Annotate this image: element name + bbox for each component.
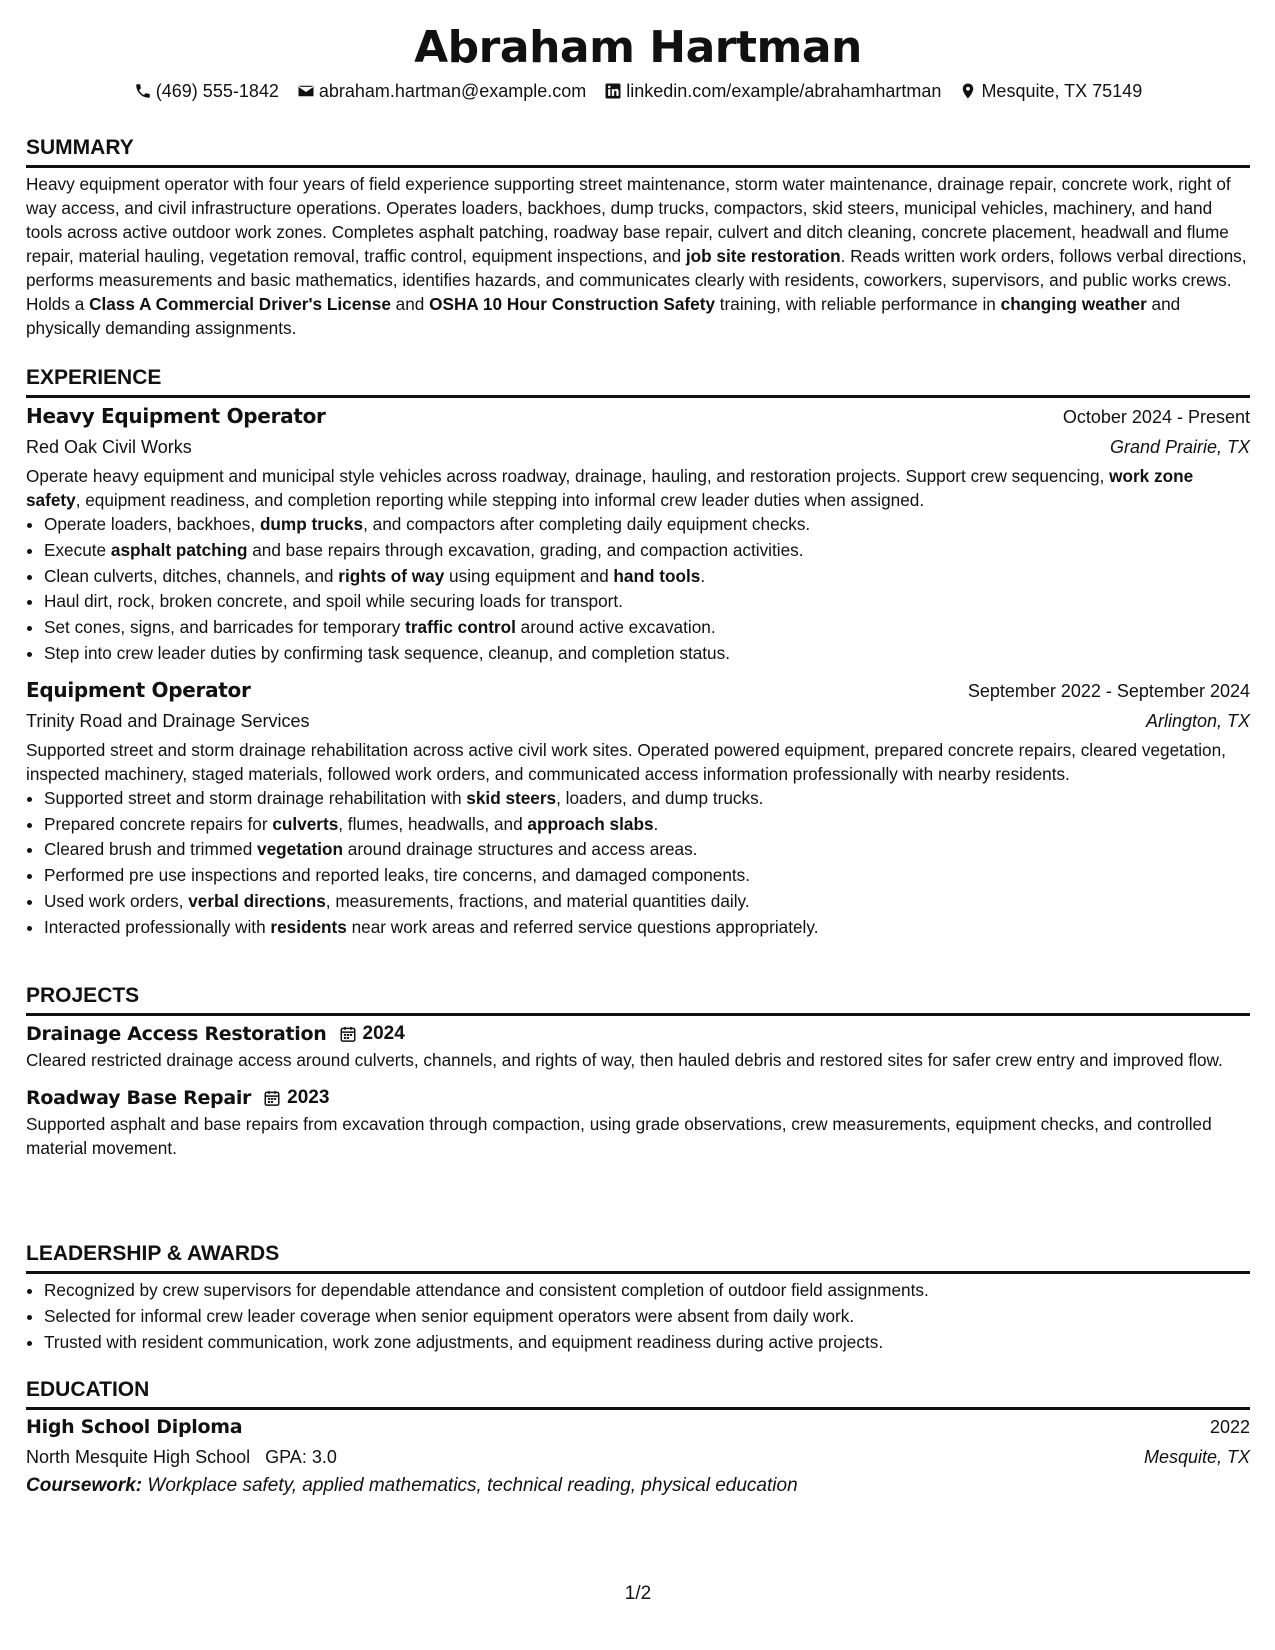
bullet-bold: rights of way — [338, 565, 445, 586]
candidate-name: Abraham Hartman — [414, 22, 862, 73]
job-location: Arlington, TX — [1145, 710, 1250, 731]
education-heading: EDUCATION — [26, 1376, 1250, 1410]
summary-bold: Class A Commercial Driver's License — [89, 294, 391, 314]
bullet-bold: skid steers — [466, 787, 557, 808]
list-item: • Selected for informal crew leader coverage when senior equipment operators were absent from daily work. — [44, 1304, 1250, 1330]
email-text: abraham.hartman@example.com — [318, 81, 587, 101]
job-dates: October 2024 - Present — [1062, 407, 1250, 427]
list-item — [44, 786, 1250, 812]
job-location: Grand Prairie, TX — [1109, 437, 1250, 457]
job-company: Red Oak Civil Works — [26, 437, 192, 457]
bullet-text: Prepared concrete repairs for — [44, 813, 273, 834]
bullet-bold: residents — [270, 916, 347, 937]
gpa: GPA: 3.0 — [265, 1447, 337, 1467]
job-entry — [26, 675, 1250, 941]
contact-phone[interactable] — [134, 78, 279, 104]
list-item — [44, 915, 1250, 941]
contact-email[interactable] — [297, 78, 586, 104]
bullet-bold: approach slabs — [527, 813, 654, 834]
projects-heading: PROJECTS — [26, 982, 1250, 1016]
job-description — [26, 464, 1250, 512]
contact-linkedin[interactable] — [604, 78, 941, 104]
job-description-text: , equipment readiness, and completion reporting while stepping into informal crew leader duties when assigned. — [75, 490, 925, 510]
list-item: • Trusted with resident communication, work zone adjustments, and equipment readiness during active projects. — [44, 1330, 1250, 1356]
project-description: Cleared restricted drainage access around culverts, channels, and rights of way, then hauled debris and restored sites for safer crew entry and improved flow. — [26, 1050, 1223, 1070]
education-section — [26, 1376, 1250, 1500]
experience-heading: EXPERIENCE — [26, 364, 1250, 398]
job-bullets — [26, 786, 1250, 941]
summary-section — [26, 134, 1250, 340]
bullet-bold: traffic control — [405, 617, 516, 638]
leadership-bullets — [26, 1278, 1250, 1355]
summary-text — [26, 172, 1250, 340]
summary-text: . Reads written work orders, follows verbal directions, performs measurements and basic mathematics, identifies hazards, and communicates clearly with residents, coworkers, supervisors, and public works crews. Holds a — [26, 246, 1247, 314]
calendar-icon — [339, 1025, 357, 1043]
bullet-text: Clean culverts, ditches, channels, and — [44, 565, 339, 586]
bullet-text: Used work orders, — [44, 890, 189, 911]
leadership-heading: LEADERSHIP & AWARDS — [26, 1240, 1250, 1274]
list-item — [44, 538, 1250, 564]
list-item — [44, 564, 1250, 590]
list-item — [44, 641, 1250, 667]
bullet-text: Supported street and storm drainage rehabilitation with — [44, 787, 467, 808]
contact-location — [959, 78, 1142, 104]
coursework — [26, 1472, 1250, 1500]
bullet-text: and base repairs through excavation, grading, and compaction activities. — [247, 539, 804, 560]
education-year: 2022 — [1209, 1417, 1250, 1437]
list-item — [44, 589, 1250, 615]
school-name: North Mesquite High School — [26, 1447, 251, 1467]
linkedin-text: linkedin.com/example/abrahamhartman — [626, 81, 942, 101]
project-title: Roadway Base Repair — [26, 1087, 252, 1109]
summary-text: and — [390, 294, 430, 314]
summary-bold: OSHA 10 Hour Construction Safety — [429, 294, 715, 314]
list-item — [44, 863, 1250, 889]
phone-icon — [134, 82, 152, 100]
bullet-bold: vegetation — [257, 839, 343, 860]
linkedin-icon — [604, 82, 622, 100]
bullet-text: Operate loaders, backhoes, — [44, 514, 260, 534]
location-text: Mesquite, TX 75149 — [981, 81, 1143, 101]
leadership-section — [26, 1240, 1250, 1355]
map-pin-icon — [959, 82, 977, 100]
envelope-icon — [297, 82, 315, 100]
bullet-text: around active excavation. — [515, 617, 716, 638]
list-item — [44, 512, 1250, 538]
project-entry — [26, 1020, 1250, 1072]
job-description-text: Operate heavy equipment and municipal style vehicles across roadway, drainage, hauling, and restoration projects. Support crew sequencing, — [26, 466, 1110, 486]
contact-bar — [26, 78, 1250, 104]
summary-text: Heavy equipment operator with four years of field experience supporting street maintenance, storm water maintenance, drainage repair, concrete work, right of way access, and civil infrastructure operations. Operates loaders, backhoes, dump trucks, compactors, skid steers, municipal vehicles, machinery, and hand tools across active outdoor work zones. Completes asphalt patching, roadway base repair, culvert and ditch cleaning, concrete placement, headwall and flume repair, material hauling, vegetation removal, traffic control, equipment inspections, and — [26, 174, 1231, 266]
summary-bold: job site restoration — [685, 246, 841, 266]
list-item — [44, 812, 1250, 838]
bullet-bold: hand tools — [613, 565, 701, 586]
list-item — [44, 615, 1250, 641]
list-item — [44, 837, 1250, 863]
job-dates: September 2022 - September 2024 — [967, 680, 1250, 701]
bullet-text: . — [653, 813, 659, 834]
bullet-text: , measurements, fractions, and material quantities daily. — [325, 890, 750, 911]
education-location: Mesquite, TX — [1143, 1447, 1250, 1467]
job-description-text: Supported street and storm drainage rehabilitation across active civil work sites. Operated powered equipment, prepared concrete repairs, cleared vegetation, inspected machinery, staged materials, followed work orders, and communicated access information professionally with nearby residents. — [26, 739, 1226, 784]
experience-section — [26, 364, 1250, 941]
job-description — [26, 738, 1250, 786]
summary-text: and physically demanding assignments. — [26, 294, 1181, 338]
calendar-icon — [263, 1089, 281, 1107]
project-title: Drainage Access Restoration — [26, 1023, 327, 1045]
degree-title: High School Diploma — [26, 1416, 243, 1438]
job-description-bold: work zone safety — [26, 466, 1194, 510]
page-number: 1/2 — [624, 1583, 652, 1604]
bullet-text: , and compactors after completing daily equipment checks. — [363, 514, 811, 534]
list-item: • Recognized by crew supervisors for dependable attendance and consistent completion of outdoor field assignments. — [44, 1278, 1250, 1304]
summary-text: training, with reliable performance in — [715, 294, 1001, 314]
bullet-text: Execute — [44, 539, 111, 560]
job-entry — [26, 401, 1250, 667]
resume-page — [26, 0, 1250, 1650]
bullet-text: , flumes, headwalls, and — [338, 813, 528, 834]
bullet-bold: asphalt patching — [110, 539, 248, 560]
bullet-text: Cleared brush and trimmed — [44, 839, 258, 860]
job-title: Heavy Equipment Operator — [26, 404, 326, 428]
bullet-text: Set cones, signs, and barricades for temporary — [44, 617, 406, 638]
project-entry — [26, 1084, 1250, 1160]
coursework-text: Workplace safety, applied mathematics, technical reading, physical education — [147, 1475, 798, 1496]
bullet-bold: dump trucks — [259, 514, 364, 534]
bullet-text: Haul dirt, rock, broken concrete, and spoil while securing loads for transport. — [44, 591, 623, 612]
list-item — [44, 889, 1250, 915]
bullet-bold: verbal directions — [188, 890, 326, 911]
bullet-text: Interacted professionally with — [44, 916, 271, 937]
summary-heading: SUMMARY — [26, 134, 1250, 168]
bullet-text: around drainage structures and access areas. — [343, 839, 698, 860]
project-year: 2023 — [287, 1087, 330, 1108]
bullet-text: Performed pre use inspections and reported leaks, tire concerns, and damaged components. — [44, 865, 751, 886]
job-bullets — [26, 512, 1250, 667]
job-company: Trinity Road and Drainage Services — [26, 710, 310, 731]
project-year: 2024 — [362, 1023, 405, 1044]
bullet-text: Step into crew leader duties by confirming task sequence, cleanup, and completion status. — [44, 642, 730, 663]
job-title: Equipment Operator — [26, 677, 251, 702]
phone-text: (469) 555-1842 — [155, 81, 279, 101]
projects-section — [26, 982, 1250, 1160]
bullet-bold: culverts — [272, 813, 339, 834]
bullet-text: using equipment and — [444, 565, 614, 586]
coursework-label: Coursework: — [26, 1475, 143, 1496]
summary-bold: changing weather — [1000, 294, 1147, 314]
bullet-text: near work areas and referred service questions appropriately. — [346, 916, 819, 937]
bullet-text: , loaders, and dump trucks. — [556, 787, 764, 808]
bullet-text: . — [700, 565, 706, 586]
project-description: Supported asphalt and base repairs from excavation through compaction, using grade observations, crew measurements, equipment checks, and controlled material movement. — [26, 1114, 1212, 1158]
